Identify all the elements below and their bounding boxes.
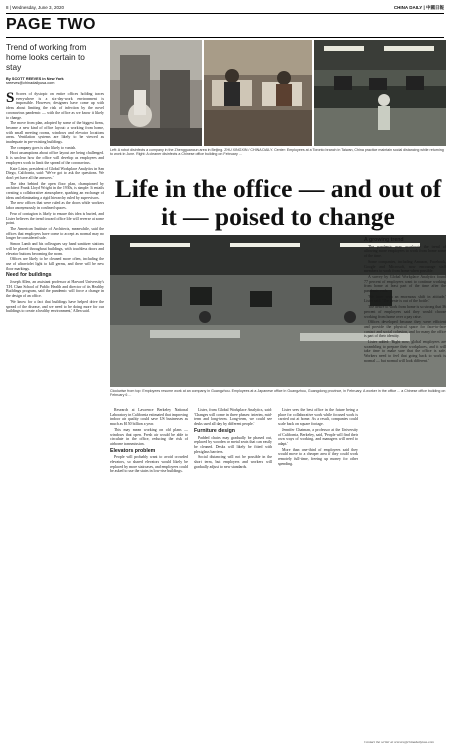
page-title: PAGE TWO [6, 16, 96, 33]
photo-office-employees [204, 40, 312, 146]
subhead-furniture: Furniture design [194, 427, 235, 434]
subhead-need-for-buildings: Need for buildings [6, 272, 52, 279]
article-column-3: Lister, from Global Workplace Analytics, said: 'Changes will come in three phases: interim, mid-term and long-term. Long-term, we could see desks used all day by different people.' Furniture design Padded chairs may gradually be phased out, replaced by wooden or metal seats that can easily be cleaned. Desks will likely be fitted with plexiglass barriers. Social distancing will not be possible in the short term, but employers and workers will gradually adjust to new standards. [194, 408, 272, 469]
contact-footnote: Contact the writer at sreeves@chinadailyusa.com [364, 740, 434, 744]
article-column-5: A growing trend The pandemic may accelerate the trend of allowing more employees to work from home some of the time. Some companies, including Amazon, Facebook, Google and Microsoft, now encourage staff members to work from home when possible. A survey by Global Workplace Analytics found 77 percent of employees want to continue working from home at least part of the time after the pandemic ends. 'We have seen an enormous shift in attitude,' Lister said. 'The genie is out of the bottle.' The desire to work from home is so strong that 36 percent of employees said they would choose working from home over a pay raise. Offices developed because they were efficient and provide the physical space for face-to-face contact and social cohesion, and for many the office is part of their identity. Lister added: 'Right now, global employees are scrambling to prepare their workplaces, and it will take time to make sure that the office is safe. Workers need to feel that going back to work is normal — but normal will look different.' [364, 237, 446, 363]
bottom-photo-caption: Clockwise from top: Employees resume work at an company in Guangzhou. Employees at a Japanese office in Guangzhou, Guangdong province, in February. A worker in the office ... a Chinese office building on February 6 ... [110, 389, 446, 398]
headline: Life in the office — and out of it — poised to change [114, 174, 442, 231]
article-column-1: S Scores of dystopic on entire offices holding traces everywhere is a six-day-work environment is impossible. However, designers have come up with ideas about limiting the risk of infection by the novel coronavirus pandemic — with the office as we know it likely to change. The move from plan, adopted by some of the biggest firms, became a new kind of office layout: a working from home, with small meeting rooms, windows and elevator locations areas. Ventilation systems are likely to be viewed as inadequate in pre-existing buildings. The company goes is also likely to vanish. Hoot assumptions about office layout are being challenged. It is unclear how the office will develop as employees and employers work to limit the spread of the coronavirus. Kate Lister, president of Global Workplace Analytics in San Diego, California, said: 'We've got to ask the questions. We don't yet have all the answers.' The idea behind the open floor plan, championed by architect Frank Lloyd Wright in the 1930s, is simple: It entails creating a collaborative atmosphere, sparking an exchange of ideas and eliminating a rigid hierarchy ruled by supervisors. The new offices that were ruled as the doors while workers labor anonymously in confined spaces. Fear of contagion is likely to ensure this idea is buried, and Lister believes the trend toward office life will reverse at some point. The American Institute of Architects, meanwhile, said the offices that employers have come to accept as normal may no longer be considered safe. Simon Lamb and his colleagues say hand sanitizer stations will be placed throughout buildings, with touchless doors and elevator buttons becoming the norm. Offices are likely to be cleaned more often, including the use of ultraviolet light to kill germs, and there will be new floor markings. Need for buildings Joseph Allen, an assistant professor at Harvard University's T.H. Chan School of Public Health and director of its Healthy Buildings program, said the pandemic will force a change in the design of an office. 'We know for a fact that buildings have helped drive the spread of the disease, and we need to be doing more for our buildings to create a healthy environment,' Allen said. [6, 92, 104, 314]
story-kicker: Trend of working from home looks certain to stay [6, 42, 87, 72]
masthead [6, 2, 444, 13]
top-photo-caption: Left: A robot disinfects a company in the Zhengguancun area in Beijing. ZHU XINGXIN / CHINA DAILY. Center: Employees at a Toronto branch in Taiwan, China practice maintain social distancing while returning to work in June. Right: A cleaner disinfects a Chinese office building on February ... [110, 148, 444, 157]
page-date: 8 | Wednesday, June 3, 2020 [6, 5, 65, 10]
article-column-2: Research at Lawrence Berkeley National Laboratory in California estimated that improving indoor air quality could save US businesses as much as $150 billion a year. This may mean working on old plans — windows that open. Fresh air would be able to circulate in the office, reducing the risk of airborne transmission. Elevators problem People will probably want to avoid crowded elevators, so shared elevators would likely be replaced by more staircases, and employees could be asked to use the stairs in low-rise buildings. [110, 408, 188, 474]
top-rule [6, 13, 444, 14]
subhead-elevators: Elevators problem [110, 447, 156, 454]
photo-cleaner-office [314, 40, 446, 146]
article-column-4: Lister sees the best office in the future being a place for collaborative work while focused work is carried out at home. As a result, companies could scale back on square footage. Jennifer Chatman, a professor at the University of California, Berkeley, said, 'People will find their own ways of working, and managers will need to adapt.' More than one-third of employees said they would move to a cheaper area if they could work remotely full-time, freeing up money for other spending. [278, 408, 358, 466]
title-rule [6, 37, 444, 38]
photo-robot-disinfecting [110, 40, 202, 146]
paper-name: CHINA DAILY | 中國日報 [393, 4, 444, 10]
subhead-growing-trend: A growing trend [364, 237, 404, 243]
byline: By SCOTT REEVES in New York sreeves@chinadailyusa.com [6, 77, 64, 85]
